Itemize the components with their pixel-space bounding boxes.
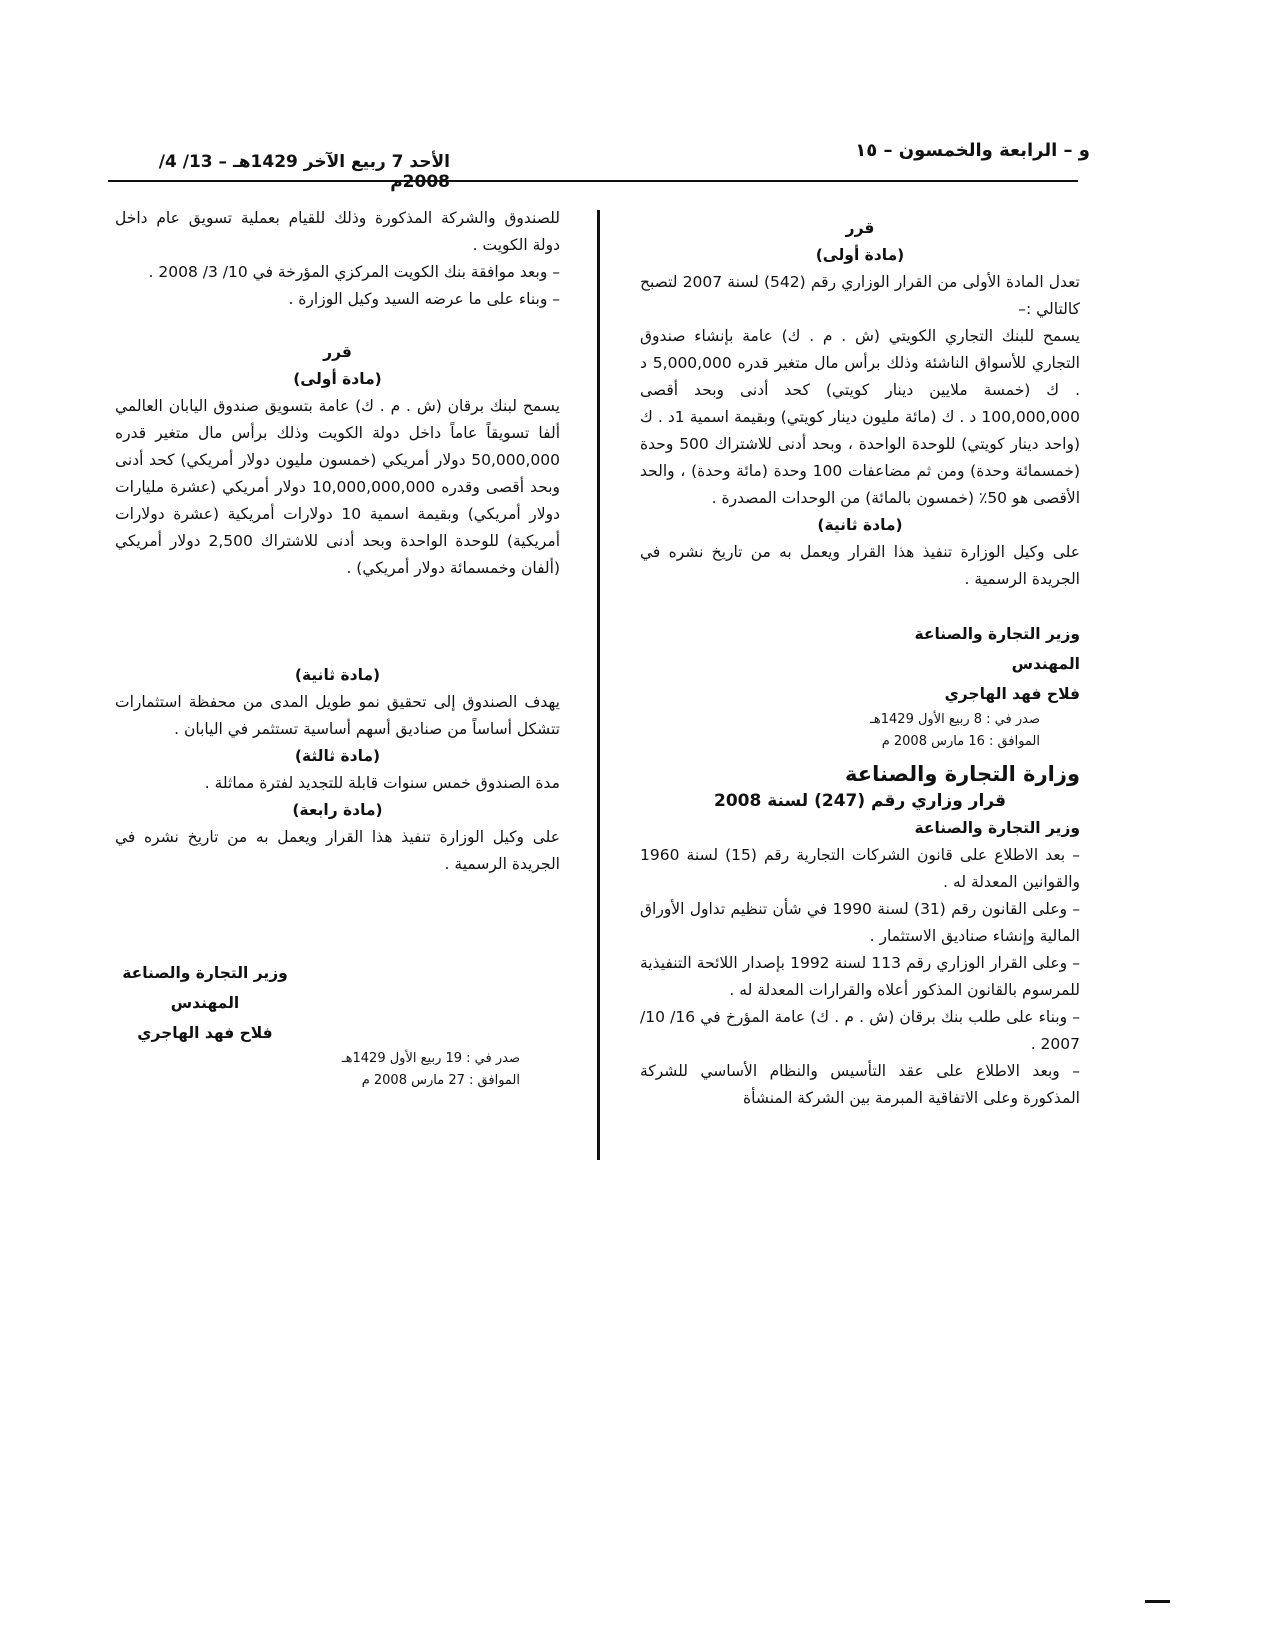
article-1-body: يسمح لبنك برقان (ش . م . ك) عامة بتسويق صندوق اليابان العالمي ألفا تسويقاً عاماً داخل دولة الكويت وذلك برأس مال متغير قدره 50,000,000 دولار أمريكي (خمسون مليون دولار أمريكي) كحد أدنى وبحد أقصى وقدره 10,000,000,000 دولار أمريكي (عشرة مليارات دولار أمريكي) وبقيمة اسمية 10 دولارات أمريكية (عشرة دولارات أمريكية) للوحدة الواحدة وبحد أدنى للاشتراك 2,500 دولار أمريكي (ألفان وخمسمائة دولار أمريكي) . — [115, 397, 560, 577]
article-2-body: يهدف الصندوق إلى تحقيق نمو طويل المدى من محفظة استثمارات تتشكل أساساً من صناديق أسهم أساسية تستثمر في اليابان . — [115, 693, 560, 738]
decision-title: قرر — [845, 219, 875, 237]
left-column — [115, 205, 560, 1092]
continuation-text: للصندوق والشركة المذكورة وذلك للقيام بعملية تسويق عام داخل دولة الكويت . — [115, 209, 560, 254]
signature-block — [115, 958, 295, 1048]
article-2-title: (مادة ثانية) — [817, 516, 903, 534]
column-separator — [597, 210, 600, 1160]
continuation-text: – وبناء على ما عرضه السيد وكيل الوزارة . — [288, 290, 560, 308]
header-rule — [108, 180, 1078, 182]
decision-title: قرر — [323, 343, 352, 361]
article-1-body: يسمح للبنك التجاري الكويتي (ش . م . ك) عامة بإنشاء صندوق التجاري للأسواق الناشئة وذلك برأس مال متغير قدره 5,000,000 د . ك (خمسة ملايين دينار كويتي) كحد أدنى وبحد أقصى 100,000,000 د . ك (مائة مليون دينار كويتي) وبقيمة اسمية 1د . ك (واحد دينار كويتي) للوحدة الواحدة ، وبحد أدنى للاشتراك 500 وحدة (خمسمائة وحدة) ومن ثم مضاعفات 100 وحدة (مائة وحدة) ، والحد الأقصى هو 50٪ (خمسون بالمائة) من الوحدات المصدرة . — [640, 327, 1080, 507]
article-4-title: (مادة رابعة) — [292, 801, 383, 819]
issue-date: صدر في : 19 ربيع الأول 1429هـ — [341, 1051, 520, 1066]
article-4-body: على وكيل الوزارة تنفيذ هذا القرار ويعمل به من تاريخ نشره في الجريدة الرسمية . — [115, 828, 560, 873]
continuation-text: – وبعد موافقة بنك الكويت المركزي المؤرخة في 10/ 3/ 2008 . — [148, 263, 560, 281]
decree-title: قرار وزاري رقم (247) لسنة 2008 — [713, 791, 1007, 811]
article-3-body: مدة الصندوق خمس سنوات قابلة للتجديد لفترة مماثلة . — [204, 774, 560, 792]
preamble-item: – وعلى القانون رقم (31) لسنة 1990 في شأن تنظيم تداول الأوراق المالية وإنشاء صناديق الاستثمار . — [640, 900, 1080, 945]
article-1-title: (مادة أولى) — [293, 370, 382, 388]
article-2-body: على وكيل الوزارة تنفيذ هذا القرار ويعمل به من تاريخ نشره في الجريدة الرسمية . — [640, 543, 1080, 588]
preamble-item: – بعد الاطلاع على قانون الشركات التجارية رقم (15) لسنة 1960 والقوانين المعدلة له . — [640, 846, 1080, 891]
signature-minister: وزير التجارة والصناعة — [122, 964, 288, 982]
signature-name: فلاح فهد الهاجري — [137, 1024, 273, 1042]
signature-name: فلاح فهد الهاجري — [944, 685, 1080, 703]
article-1-intro: تعدل المادة الأولى من القرار الوزاري رقم (542) لسنة 2007 لتصبح كالتالي :– — [640, 273, 1080, 318]
preamble-item: – وبعد الاطلاع على عقد التأسيس والنظام الأساسي للشركة المذكورة وعلى الاتفاقية المبرمة بين الشركة المنشأة — [640, 1062, 1080, 1107]
corresponding-date: الموافق : 27 مارس 2008 م — [361, 1073, 520, 1088]
corresponding-date: الموافق : 16 مارس 2008 م — [881, 734, 1040, 749]
page-header-fragment: و – الرابعة والخمسون – ١٥ — [855, 140, 1090, 161]
ministry-heading: وزارة التجارة والصناعة — [845, 762, 1080, 786]
page-end-mark — [1145, 1600, 1170, 1603]
signature-engineer: المهندس — [170, 994, 240, 1012]
preamble-item: – وبناء على طلب بنك برقان (ش . م . ك) عامة المؤرخ في 16/ 10/ 2007 . — [640, 1008, 1081, 1053]
article-1-title: (مادة أولى) — [815, 246, 905, 264]
article-2-title: (مادة ثانية) — [294, 666, 381, 684]
right-column — [640, 215, 1080, 1112]
signature-minister: وزير التجارة والصناعة — [914, 625, 1080, 643]
signature-block — [640, 619, 1080, 709]
decree-minister: وزير التجارة والصناعة — [914, 819, 1080, 837]
article-3-title: (مادة ثالثة) — [294, 747, 381, 765]
signature-engineer: المهندس — [1011, 655, 1080, 673]
page-header-date: الأحد 7 ربيع الآخر 1429هـ – 13/ 4/ 2008م — [158, 152, 450, 192]
issue-date: صدر في : 8 ربيع الأول 1429هـ — [870, 712, 1040, 727]
preamble-item: – وعلى القرار الوزاري رقم 113 لسنة 1992 بإصدار اللائحة التنفيذية للمرسوم بالقانون المذكور أعلاه والقرارات المعدلة له . — [640, 954, 1080, 999]
